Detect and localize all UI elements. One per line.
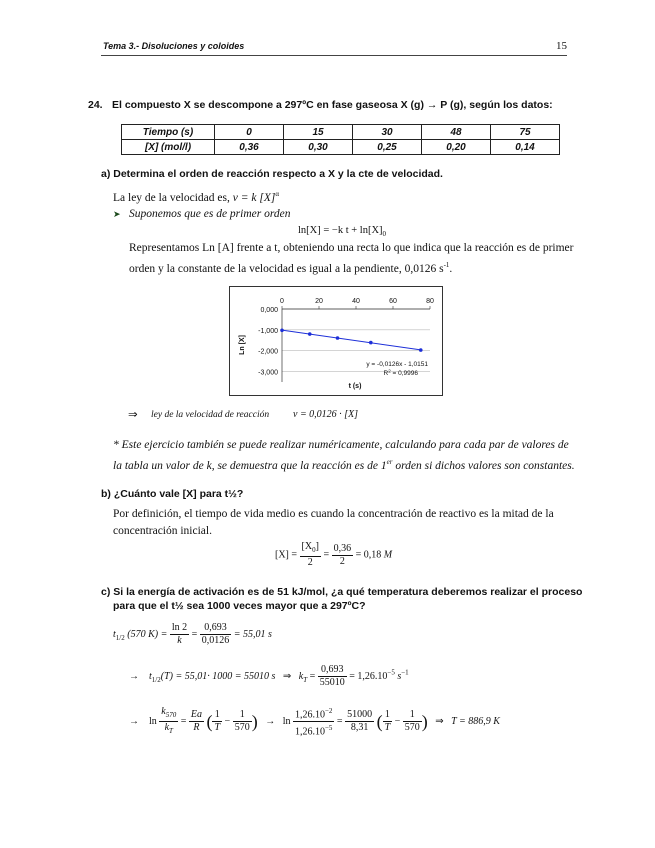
k-symbol: k	[298, 670, 304, 682]
eq2-rest: (T) = 55,01· 1000 = 55010 s	[160, 670, 276, 682]
rate-law-line	[113, 186, 279, 207]
note-text-a: la tabla un valor de k, se demuestra que la reacción es de 1	[113, 459, 387, 472]
fraction	[403, 709, 422, 734]
fraction-denominator: k	[177, 635, 182, 646]
fraction-denominator: T	[214, 722, 221, 734]
num-text: [X	[301, 541, 313, 552]
fraction-numerator: 51000	[347, 709, 373, 721]
fraction	[189, 709, 204, 734]
y-tick-label: -2,000	[258, 348, 278, 356]
t-arg: (570 K) =	[127, 628, 168, 640]
table-cell: Tiempo (s)	[122, 125, 215, 140]
table-row	[122, 125, 560, 140]
table-cell: 0,30	[284, 140, 353, 155]
chart-frame	[229, 286, 443, 396]
table-cell: 0,36	[215, 140, 284, 155]
fraction-denominator	[293, 722, 334, 738]
half-life-t-equation: → $t_{1/2}(T) = 55,01\cdot 1000 = 55010$ s ⇒ $k_T$ = $\frac{0,693}{55010}$ = $1,26.10^{-5}$ $s^{-1}$	[129, 664, 409, 688]
ln-x-vs-t-chart	[230, 287, 442, 395]
fraction-numerator: 1	[383, 709, 393, 722]
data-point	[336, 336, 340, 340]
t-sub: 1/2	[115, 633, 125, 642]
table-cell: 0,25	[353, 140, 422, 155]
fraction-denominator: 8,31	[350, 722, 369, 734]
y-tick-label: 0,000	[260, 307, 278, 314]
y-axis-label: Ln [X]	[239, 335, 246, 355]
implies-icon: ⇒	[435, 716, 444, 728]
fraction-numerator: 0,693	[318, 664, 347, 677]
fraction-numerator: 1	[403, 709, 422, 722]
explanation-exp: -1	[443, 261, 450, 269]
page-number: 15	[556, 40, 567, 52]
fraction-numerator: 0,36	[333, 542, 352, 554]
num-text: 1,26.10	[294, 709, 325, 721]
eq2-result: = 1,26.10	[349, 670, 388, 682]
rate-law-intro: La ley de la velocidad es,	[113, 191, 230, 204]
half-life-concentration-equation: [X] = $\frac{[X_0]}{2}$ = $\frac{0,36}{2}$ = 0,18 M	[275, 541, 393, 568]
den-exp: −5	[324, 724, 333, 733]
rate-law-exp: α	[275, 190, 279, 198]
den-text: k	[164, 722, 170, 734]
problem-statement: El compuesto X se descompone a 297ºC en fase gaseosa X (g) → P (g), según los datos:	[112, 99, 553, 111]
table-cell: 30	[353, 125, 422, 140]
fraction-denominator: 570	[404, 722, 420, 734]
x-tick-label: 80	[426, 298, 434, 305]
k-sub: T	[303, 675, 308, 684]
eq-lhs: [X] =	[275, 549, 298, 561]
open-paren: (	[376, 711, 383, 732]
assumption-text: Suponemos que es de primer orden	[129, 208, 291, 220]
table-cell: 0,14	[491, 140, 560, 155]
conclusion-expr: v = 0,0126 · [X]	[293, 409, 359, 420]
fraction-denominator: R	[193, 722, 200, 734]
conclusion-label: ley de la velocidad de reacción	[151, 410, 270, 420]
data-point	[369, 341, 373, 345]
fraction-denominator	[159, 722, 178, 737]
fraction	[233, 709, 252, 734]
final-temperature: T = 886,9 K	[451, 716, 500, 728]
y-tick-label: -3,000	[258, 369, 278, 377]
eq1-result: = 55,01 s	[233, 628, 272, 640]
den-text: 1,26.10	[294, 726, 325, 738]
open-paren: (	[206, 711, 213, 732]
equals-sign: =	[336, 716, 343, 728]
fraction	[318, 664, 347, 689]
part-b-text-line-1: Por definición, el tiempo de vida medio es cuando la concentración de reactivo es la mitad de la	[113, 508, 554, 520]
ln-symbol: ln	[282, 716, 291, 728]
trendline	[282, 330, 421, 350]
arrow-icon: →	[129, 670, 139, 682]
explanation-line-2	[129, 257, 452, 278]
fraction-numerator	[159, 706, 178, 722]
fraction-denominator: T	[384, 722, 391, 734]
fraction-denominator: 570	[234, 722, 250, 734]
ln-symbol: ln	[149, 716, 157, 728]
equals-sign: =	[180, 716, 187, 728]
num-sub: 0	[312, 546, 316, 554]
fraction	[332, 543, 354, 568]
rate-law-expr: v = k [X]	[232, 191, 276, 204]
data-table	[121, 124, 560, 155]
arrowhead-bullet-icon: ➤	[113, 210, 121, 220]
fraction	[293, 705, 334, 739]
fraction	[159, 706, 178, 737]
fraction	[300, 541, 321, 569]
arrhenius-equation: → ln $\frac{k_{570}}{k_T}$ = $\frac{Ea}{R}$ ( $\frac{1}{T}$ − $\frac{1}{570}$ ) → ln $\frac{1,26.10^{-2}}{1,26.10^{-5}}$ = $\frac{51000}{8,31}$ ( $\frac{1}{T}$ − $\frac{1}{570}$ ) ⇒ T = 886,9 K	[129, 706, 500, 738]
part-c-heading-line-1: c) Si la energía de activación es de 51 kJ/mol, ¿a qué temperatura deberemos realizar el proceso	[101, 586, 583, 598]
num-end: ]	[315, 541, 319, 552]
part-a-heading: a) Determina el orden de reacción respecto a X y la cte de velocidad.	[101, 168, 443, 180]
fraction-numerator: 1	[233, 709, 252, 722]
table-cell: 75	[491, 125, 560, 140]
fraction-numerator	[293, 705, 334, 722]
table-cell: 48	[422, 125, 491, 140]
fraction-denominator: 0,0126	[201, 635, 230, 646]
note-line-1: * Este ejercicio también se puede realizar numéricamente, calculando para cada par de valores de	[113, 439, 569, 451]
header-rule	[101, 55, 567, 56]
explanation-text: orden y la constante de la velocidad es igual a la pendiente, 0,0126 s	[129, 262, 444, 275]
fraction-denominator: 2	[307, 557, 313, 568]
x-tick-label: 20	[315, 298, 323, 305]
eq2-unit: s	[397, 670, 402, 682]
note-line-2	[113, 454, 575, 475]
num-text: k	[161, 706, 166, 718]
equation-subscript: 0	[382, 230, 387, 239]
t-symbol: t	[113, 628, 116, 640]
eq-unit: M	[383, 549, 393, 561]
fraction-denominator: 55010	[319, 677, 345, 688]
eq2-unit-exp: −1	[401, 668, 409, 677]
x-axis-label: t (s)	[348, 383, 362, 390]
implies-icon: ⇒	[282, 670, 292, 682]
num-exp: −2	[324, 707, 333, 715]
table-cell: 15	[284, 125, 353, 140]
fraction	[383, 709, 393, 734]
num-sub: 570	[165, 711, 177, 720]
fraction-numerator: ln 2	[171, 622, 188, 633]
fraction-numerator: 1	[212, 709, 222, 722]
conclusion-arrow: ⇒	[128, 409, 138, 421]
fraction-numerator	[300, 541, 321, 557]
fraction-denominator: 2	[339, 555, 345, 567]
note-text-b: orden si dichos valores son constantes.	[392, 459, 575, 472]
r-squared-label: $R^2 = 0,9996$	[383, 368, 418, 377]
den-sub: T	[169, 727, 173, 736]
data-point	[280, 328, 284, 332]
data-point	[419, 348, 423, 352]
data-point	[308, 332, 312, 336]
explanation-line-1: Representamos Ln [A] frente a t, obteniendo una recta lo que indica que la reacción es de primer	[129, 242, 574, 254]
fraction-numerator: 0,693	[200, 622, 232, 635]
chart-trendline	[282, 330, 421, 350]
table-cell: 0	[215, 125, 284, 140]
close-paren: )	[421, 711, 428, 732]
fraction	[212, 709, 222, 734]
fraction	[170, 622, 189, 647]
arrow-icon: →	[265, 716, 276, 728]
trendline-equation: y = -0,0126x - 1,0151	[366, 361, 428, 368]
header-title: Tema 3.- Disoluciones y coloides	[103, 41, 245, 51]
y-tick-label: -1,000	[258, 327, 278, 335]
problem-number: 24.	[88, 99, 103, 111]
table-cell: 0,20	[422, 140, 491, 155]
equation-text: ln[X] = −k t + ln[X]	[298, 225, 383, 236]
close-paren: )	[251, 711, 258, 732]
part-c-heading-line-2: para que el t½ sea 1000 veces mayor que a 297ºC?	[113, 600, 366, 612]
chart-labels	[239, 298, 434, 390]
t-symbol: t	[149, 670, 152, 682]
fraction	[200, 622, 232, 647]
x-tick-label: 40	[352, 298, 360, 305]
table-cell: [X] (mol/l)	[122, 140, 215, 155]
eq-result: = 0,18	[355, 549, 382, 561]
x-tick-label: 0	[280, 298, 284, 305]
table-row	[122, 140, 560, 155]
note-sup: er	[386, 458, 393, 466]
explanation-end: .	[449, 262, 453, 275]
eq2-exp: −5	[387, 668, 395, 677]
fraction-numerator: Ea	[190, 709, 202, 721]
t-sub: 1/2	[151, 675, 161, 684]
half-life-570-equation: $t_{1/2}$ (570 K) = $\frac{\ln 2}{k}$ = $\frac{0,693}{0,0126}$ = 55,01 s	[113, 622, 272, 646]
x-tick-label: 60	[389, 298, 397, 305]
part-b-heading: b) ¿Cuánto vale [X] para t½?	[101, 488, 244, 500]
arrow-icon: →	[129, 716, 139, 728]
fraction	[345, 709, 374, 734]
part-b-text-line-2: concentración inicial.	[113, 525, 212, 537]
integrated-rate-equation	[298, 225, 386, 238]
